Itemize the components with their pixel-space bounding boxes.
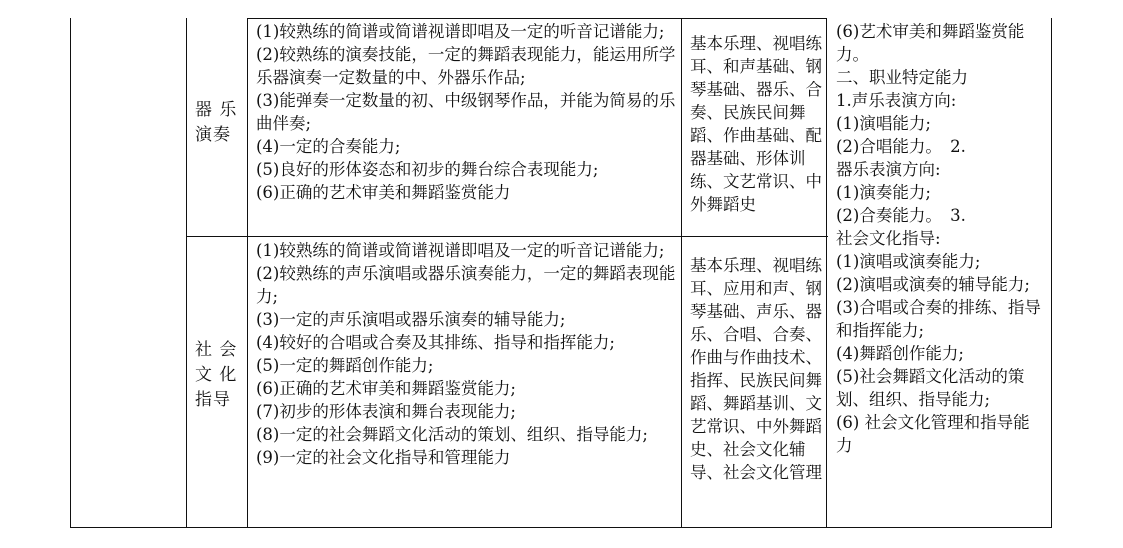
ability-item: (5)一定的舞蹈创作能力; (256, 356, 434, 375)
right-item: (2)演唱或演奏的辅导能力; (836, 275, 1030, 294)
ability-item: (5)良好的形体姿态和初步的舞台综合表现能力; (256, 160, 599, 179)
professional-abilities-column (836, 20, 1046, 457)
ability-item: (1)较熟练的简谱或简谱视谱即唱及一定的听音记谱能力; (256, 22, 665, 41)
table-right-border (1051, 18, 1052, 528)
right-item: (5)社会舞蹈文化活动的策划、组织、指导能力; (836, 367, 1025, 409)
ability-item: (6)正确的艺术审美和舞蹈鉴赏能力; (256, 379, 516, 398)
ability-item: (2)较熟练的演奏技能，一定的舞蹈表现能力，能运用所学乐器演奏一定数量的中、外器乐作品; (256, 45, 676, 87)
right-item: (6)艺术审美和舞蹈鉴赏能力。 (836, 22, 1025, 64)
right-item: 1.声乐表演方向: (836, 91, 957, 110)
right-item: (4)舞蹈创作能力; (836, 344, 964, 363)
ability-item: (1)较熟练的简谱或简谱视谱即唱及一定的听音记谱能力; (256, 241, 665, 260)
right-item: 二、职业特定能力 (836, 68, 968, 87)
right-item: (2)合奏能力。 3. (836, 206, 966, 225)
right-item: (1)演奏能力; (836, 183, 931, 202)
courses-text: 基本乐理、视唱练耳、应用和声、钢琴基础、声乐、器乐、合唱、合奏、作曲与作曲技术、指挥、民族民间舞蹈、舞蹈基训、文艺常识、中外舞蹈史、社会文化辅导、社会文化管理 (690, 256, 822, 482)
right-item: 社会文化指导: (836, 229, 941, 248)
right-item: (3)合唱或合奏的排练、指导和指挥能力; (836, 298, 1041, 340)
right-item: (1)演唱或演奏能力; (836, 252, 981, 271)
courses-cell-instrumental (690, 32, 822, 216)
ability-item: (6)正确的艺术审美和舞蹈鉴赏能力 (256, 183, 511, 202)
ability-item: (7)初步的形体表演和舞台表现能力; (256, 402, 516, 421)
abilities-cell-social-culture (256, 239, 676, 469)
courses-cell-social-culture (690, 254, 822, 484)
ability-item: (4)较好的合唱或合奏及其排练、指导和指挥能力; (256, 333, 615, 352)
courses-text: 基本乐理、视唱练耳、和声基础、钢琴基础、器乐、合奏、民族民间舞蹈、作曲基础、配器基础、形体训练、文艺常识、中外舞蹈史 (690, 34, 822, 214)
abilities-cell-instrumental (256, 20, 676, 204)
table-divider-courses (681, 18, 682, 528)
right-item: 器乐表演方向: (836, 160, 941, 179)
ability-item: (2)较熟练的声乐演唱或器乐演奏能力，一定的舞蹈表现能力; (256, 264, 676, 306)
table-divider-direction (186, 18, 187, 528)
ability-item: (4)一定的合奏能力; (256, 137, 401, 156)
right-item: (2)合唱能力。 2. (836, 137, 966, 156)
direction-label-social-culture: 社 会 文 化 指导 (195, 340, 238, 410)
right-item: (6) 社会文化管理和指导能力 (836, 413, 1030, 455)
ability-item: (3)一定的声乐演唱或器乐演奏的辅导能力; (256, 310, 566, 329)
ability-item: (8)一定的社会舞蹈文化活动的策划、组织、指导能力; (256, 425, 648, 444)
right-item: (1)演唱能力; (836, 114, 931, 133)
row-divider (186, 236, 828, 237)
direction-label-instrumental: 器 乐 演奏 (195, 100, 238, 145)
ability-item: (3)能弹奏一定数量的初、中级钢琴作品，并能为简易的乐曲伴奏; (256, 91, 676, 133)
table-left-border (70, 18, 71, 528)
ability-item: (9)一定的社会文化指导和管理能力 (256, 448, 511, 467)
